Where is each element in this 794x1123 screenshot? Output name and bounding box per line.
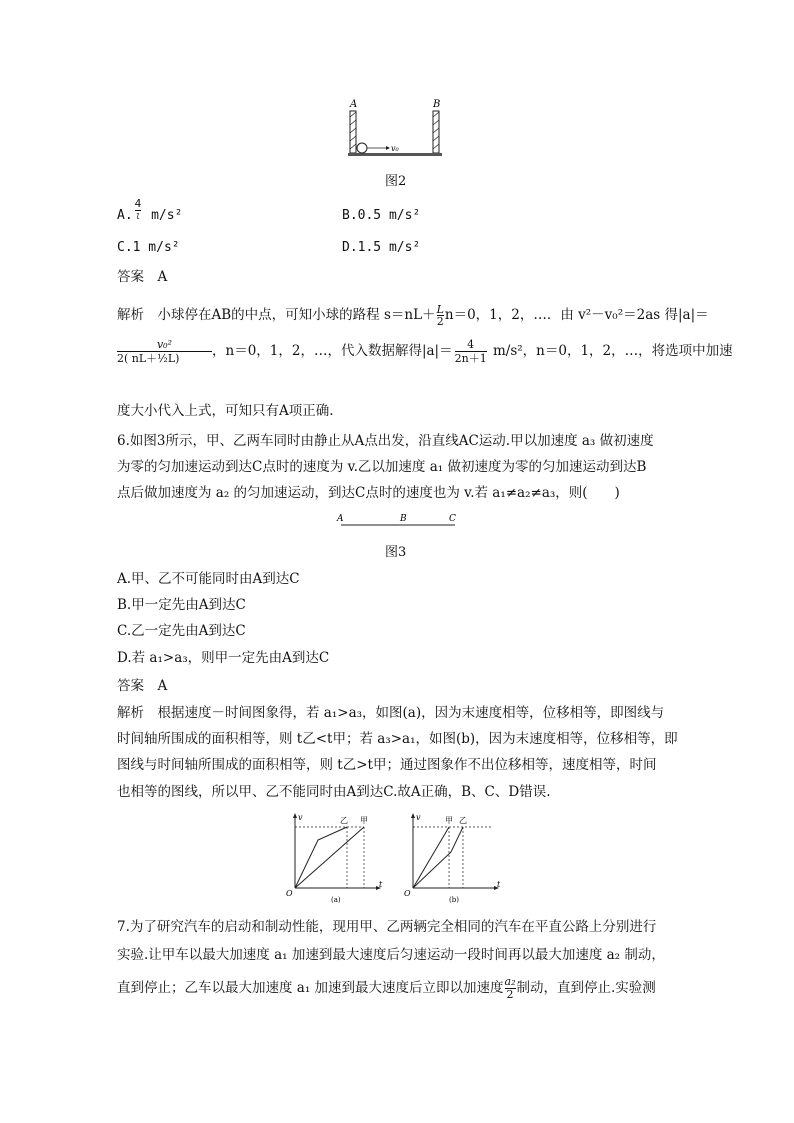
graph-a-axis-t: t <box>379 880 383 889</box>
graph-a-label-yi: 乙 <box>340 816 348 825</box>
fig3-label-a: A <box>337 514 344 524</box>
q5-analysis-line2: $\frac{\text{v₀²}}{\text{2( nL＋½L)}}$ ，n＝0，1，2，…，代入数据解得|a|＝ $\frac{4}{2n+1}$ m/s²，n＝0，1，2，…，将选项中加速 <box>117 338 733 365</box>
graph-a-yi-line <box>295 827 347 888</box>
fig2-label-v0: v₀ <box>391 144 399 153</box>
q6-analysis-line1: 解析 根据速度－时间图象得，若 a₁>a₃，如图(a)，因为末速度相等，位移相等，即图线与 <box>117 705 665 721</box>
q6-option-c: C.乙一定先由A到达C <box>117 623 246 639</box>
graph-a-jia-line <box>295 827 364 888</box>
q6-option-a: A.甲、乙不可能同时由A到达C <box>117 571 300 587</box>
q7-line1: 7.为了研究汽车的启动和制动性能，现用甲、乙两辆完全相同的汽车在平直公路上分别进行 <box>117 919 657 935</box>
q6-analysis-line3: 图线与时间轴所围成的面积相等，则 t乙>t甲；通过图象作不出位移相等，速度相等，时间 <box>117 757 657 773</box>
ball <box>357 143 367 153</box>
q5-option-b: B.0.5 m/s² <box>342 208 421 223</box>
q5-analysis-line1: 解析 小球停在AB的中点，可知小球的路程 s＝nL＋ $\frac{L}{2}$ n＝0，1，2，…．由 v²－v₀²＝2as 得|a|＝ <box>117 303 709 328</box>
graph-a-label-jia: 甲 <box>360 816 368 825</box>
q6-option-d: D.若 a₁>a₃，则甲一定先由A到达C <box>117 650 330 666</box>
fig2-label-b: B <box>433 99 441 110</box>
graph-a <box>283 810 393 905</box>
fig3-caption: 图3 <box>385 545 407 560</box>
q5-option-d: D.1.5 m/s² <box>342 240 421 255</box>
q7-line3: 直到停止；乙车以最大加速度 a₁ 加速到最大速度后立即以加速度 $\frac{\text{a₂}}{2}$ 制动，直到停止.实验测 <box>117 975 656 1001</box>
graph-b-axis-t: t <box>497 880 501 889</box>
q6-answer: 答案 A <box>117 678 168 694</box>
fig2-label-a: A <box>350 99 358 110</box>
graph-b-jia-line <box>413 827 449 888</box>
graph-b-label-jia: 甲 <box>445 816 453 825</box>
graph-a-origin: O <box>286 889 293 898</box>
q6-stem-line2: 为零的匀加速运动到达C点时的速度为 v.乙以加速度 a₁ 做初速度为零的匀加速运动到达B <box>117 459 647 475</box>
q6-stem-line1: 6.如图3所示，甲、乙两车同时由静止从A点出发，沿直线AC运动.甲以加速度 a₃ 做初速度 <box>117 433 654 449</box>
fig2-caption: 图2 <box>385 174 407 189</box>
q5-option-a: A. 4 l m/s² <box>117 197 183 223</box>
q5-option-c: C.1 m/s² <box>117 240 180 255</box>
figure-2 <box>340 95 450 160</box>
graph-b-axis-v: v <box>416 813 421 822</box>
fig3-label-c: C <box>449 514 456 524</box>
graph-b-caption: (b) <box>449 896 459 904</box>
q6-analysis-line4: 也相等的图线，所以甲、乙不能同时由A到达C.故A正确，B、C、D错误. <box>117 784 551 800</box>
q7-line2: 实验.让甲车以最大加速度 a₁ 加速到最大速度后匀速运动一段时间再以最大加速度 a₂ 制动， <box>117 947 665 963</box>
q6-option-b: B.甲一定先由A到达C <box>117 597 246 613</box>
q6-stem-line3: 点后做加速度为 a₂ 的匀加速运动，到达C点时的速度也为 v.若 a₁≠a₂≠a₃，则( ) <box>117 485 620 501</box>
figure-3 <box>333 511 463 531</box>
graph-a-axis-v: v <box>298 813 303 822</box>
fig3-label-b: B <box>400 514 407 524</box>
graph-a-caption: (a) <box>331 896 341 904</box>
graph-b-origin: O <box>404 889 411 898</box>
graph-b-yi-line <box>413 827 463 888</box>
q5-analysis-line3: 度大小代入上式，可知只有A项正确. <box>117 403 334 419</box>
q5-answer: 答案 A <box>117 269 168 285</box>
q6-analysis-line2: 时间轴所围成的面积相等，则 t乙<t甲；若 a₃>a₁，如图(b)，因为末速度相等，位移相等，即 <box>117 731 678 747</box>
graph-b-label-yi: 乙 <box>459 816 467 825</box>
graph-b <box>401 810 511 905</box>
